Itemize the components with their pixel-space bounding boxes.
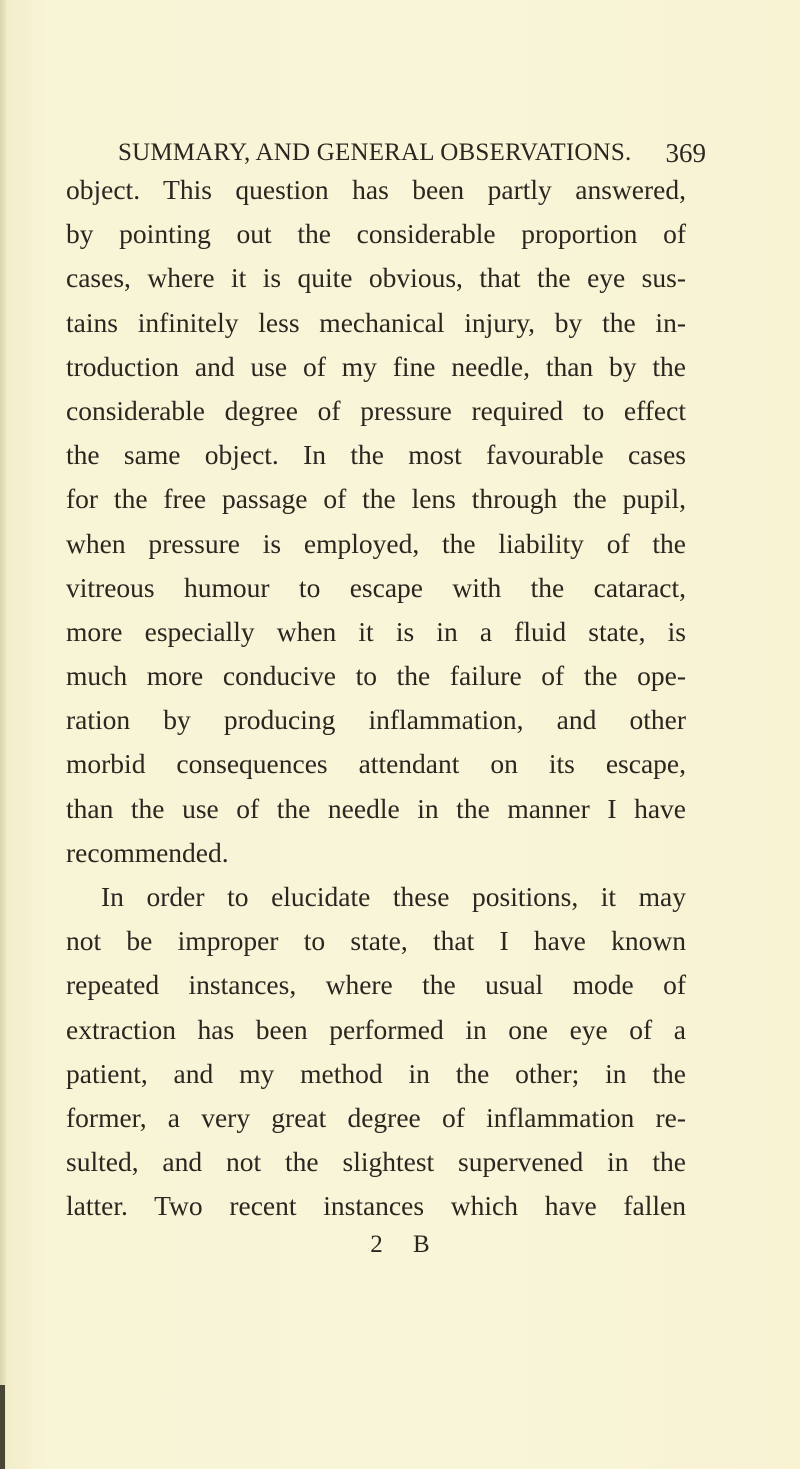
text-line: former, a very great degree of inflammation re- bbox=[66, 1101, 686, 1133]
text-line: cases, where it is quite obvious, that the eye sus- bbox=[66, 262, 686, 294]
page-footer bbox=[0, 1231, 800, 1259]
text-line: for the free passage of the lens through the pupil, bbox=[66, 483, 686, 515]
text-line: much more conducive to the failure of the ope- bbox=[66, 660, 686, 692]
text-line: object. This question has been partly answered, bbox=[66, 174, 686, 205]
paragraph-first-line: In order to elucidate these positions, it may bbox=[101, 881, 686, 912]
paragraph-end-line: recommended. bbox=[66, 836, 229, 868]
text-line: than the use of the needle in the manner I have bbox=[66, 792, 686, 824]
text-line: extraction has been performed in one eye of a bbox=[66, 1013, 686, 1045]
signature-mark: 2 B bbox=[370, 1231, 442, 1258]
text-line: by pointing out the considerable proportion of bbox=[66, 218, 686, 250]
text-line: not be improper to state, that I have known bbox=[66, 925, 686, 957]
body-text bbox=[66, 168, 686, 1229]
text-line: ration by producing inflammation, and other bbox=[66, 704, 686, 736]
running-head: SUMMARY, AND GENERAL OBSERVATIONS. bbox=[118, 139, 632, 166]
page-header bbox=[118, 133, 706, 173]
text-line: sulted, and not the slightest supervened in the bbox=[66, 1146, 686, 1178]
binding-edge-mark bbox=[0, 1385, 5, 1469]
text-line: when pressure is employed, the liability of the bbox=[66, 527, 686, 559]
page-number: 369 bbox=[665, 138, 706, 168]
text-line: latter. Two recent instances which have fallen bbox=[66, 1190, 686, 1222]
text-line: vitreous humour to escape with the cataract, bbox=[66, 571, 686, 603]
text-line: the same object. In the most favourable cases bbox=[66, 439, 686, 471]
text-line: tains infinitely less mechanical injury, by the in- bbox=[66, 306, 686, 338]
text-line: considerable degree of pressure required to effect bbox=[66, 394, 686, 426]
text-line: troduction and use of my fine needle, than by the bbox=[66, 350, 686, 382]
text-line: morbid consequences attendant on its escape, bbox=[66, 748, 686, 780]
text-line: more especially when it is in a fluid state, is bbox=[66, 615, 686, 647]
text-line: patient, and my method in the other; in the bbox=[66, 1057, 686, 1089]
text-line: repeated instances, where the usual mode of bbox=[66, 969, 686, 1001]
